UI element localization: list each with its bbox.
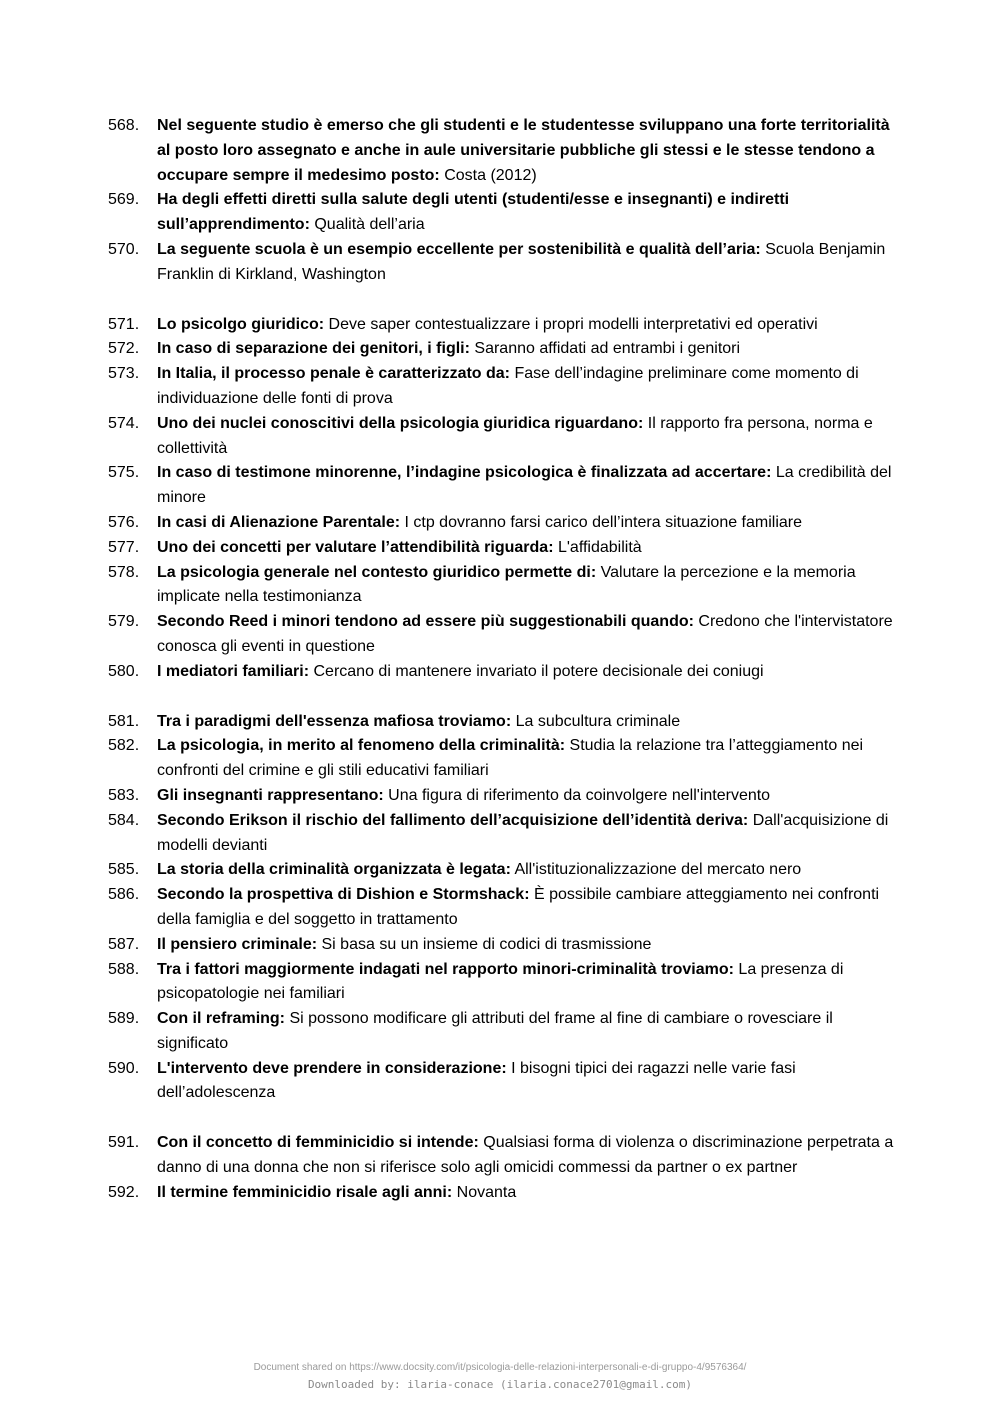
question-text: L'intervento deve prendere in considerazione: — [157, 1059, 507, 1077]
item-text — [157, 610, 898, 660]
question-text: La storia della criminalità organizzata è legata: — [157, 861, 511, 879]
item-number: 577. — [108, 538, 140, 556]
answer-text: Dall'acquisizione di modelli devianti — [157, 811, 889, 854]
answer-text: Credono che l'intervistatore conosca gli eventi in questione — [157, 613, 893, 655]
item-number: 584. — [108, 811, 140, 829]
answer-text: Scuola Benjamin Franklin di Kirkland, Washington — [157, 240, 886, 283]
item-number: 588. — [108, 960, 140, 978]
answer-text: Valutare la percezione e la memoria implicate nella testimonianza — [157, 563, 856, 606]
item-number: 571. — [108, 315, 140, 333]
question-text: Con il reframing: — [157, 1010, 286, 1028]
qa-item — [108, 188, 898, 238]
item-number: 589. — [108, 1010, 140, 1028]
item-text — [157, 809, 898, 859]
answer-text: Studia la relazione tra l’atteggiamento nei confronti del crimine e gli stili educativi familiari — [157, 737, 864, 780]
answer-text: È possibile cambiare atteggiamento nei confronti della famiglia e del soggetto in trattamento — [157, 886, 880, 928]
item-number: 586. — [108, 886, 140, 904]
item-number: 592. — [108, 1183, 140, 1201]
item-number: 590. — [108, 1059, 140, 1077]
question-text: La psicologia generale nel contesto giuridico permette di: — [157, 563, 597, 581]
answer-text: Qualità dell’aria — [309, 216, 425, 234]
item-text — [157, 362, 898, 412]
qa-item — [108, 610, 898, 660]
question-text: In casi di Alienazione Parentale: — [157, 513, 401, 531]
qa-item — [108, 238, 898, 288]
item-text — [157, 933, 898, 958]
item-text — [157, 238, 898, 288]
item-number: 572. — [108, 340, 140, 358]
item-number: 575. — [108, 464, 140, 482]
item-text — [157, 561, 898, 611]
qa-item — [108, 1057, 898, 1107]
qa-item — [108, 809, 898, 859]
question-text: Ha degli effetti diretti sulla salute degli utenti (studenti/esse e insegnanti) e indiretti sull’apprendimento: — [157, 191, 790, 234]
item-number: 581. — [108, 712, 140, 730]
item-number: 568. — [108, 117, 140, 134]
item-number: 585. — [108, 861, 140, 879]
question-text: Tra i fattori maggiormente indagati nel rapporto minori-criminalità troviamo: — [157, 960, 734, 978]
item-text — [157, 461, 898, 511]
qa-section — [108, 313, 898, 685]
qa-item — [108, 1181, 898, 1206]
item-text — [157, 883, 898, 933]
answer-text: Saranno affidati ad entrambi i genitori — [469, 340, 741, 358]
qa-item — [108, 412, 898, 462]
answer-text: Fase dell’indagine preliminare come momento di individuazione delle fonti di prova — [157, 365, 859, 407]
item-number: 591. — [108, 1134, 140, 1152]
item-text — [157, 660, 898, 685]
item-text — [157, 114, 898, 188]
qa-item — [108, 1131, 898, 1181]
answer-text: I bisogni tipici dei ragazzi nelle varie fasi dell’adolescenza — [157, 1059, 796, 1102]
qa-item — [108, 1007, 898, 1057]
answer-text: Deve saper contestualizzare i propri modelli interpretativi ed operativi — [324, 315, 818, 333]
answer-text: Si possono modificare gli attributi del frame al fine di cambiare o rovesciare il significato — [157, 1010, 833, 1052]
question-text: Il pensiero criminale: — [157, 935, 318, 953]
qa-section — [108, 114, 898, 288]
answer-text: La presenza di psicopatologie nei familiari — [157, 960, 844, 1003]
item-number: 570. — [108, 240, 140, 258]
item-number: 573. — [108, 365, 140, 383]
question-text: Secondo Erikson il rischio del fallimento dell’acquisizione dell’identità deriva: — [157, 811, 749, 829]
qa-item — [108, 883, 898, 933]
footer-downloaded-by: Downloaded by: ilaria-conace (ilaria.conace2701@gmail.com) — [307, 1378, 693, 1391]
question-text: Il termine femminicidio risale agli anni: — [157, 1183, 453, 1201]
item-text — [157, 1057, 898, 1107]
item-text — [157, 536, 898, 561]
item-text — [157, 858, 898, 883]
question-text: Uno dei concetti per valutare l’attendibilità riguarda: — [157, 538, 554, 556]
question-text: Uno dei nuclei conoscitivi della psicologia giuridica riguardano: — [157, 414, 644, 432]
qa-item — [108, 114, 898, 188]
qa-item — [108, 958, 898, 1008]
answer-text: All'istituzionalizzazione del mercato nero — [510, 861, 802, 879]
answer-text: Costa (2012) — [439, 166, 537, 184]
item-text — [157, 958, 898, 1008]
qa-item — [108, 858, 898, 883]
qa-item — [108, 561, 898, 611]
item-number: 569. — [108, 191, 140, 209]
item-number: 576. — [108, 513, 140, 531]
question-text: Secondo la prospettiva di Dishion e Stormshack: — [157, 886, 530, 904]
item-text — [157, 337, 898, 362]
item-number: 578. — [108, 563, 140, 581]
qa-section — [108, 710, 898, 1107]
qa-section — [108, 1131, 898, 1205]
question-text: Secondo Reed i minori tendono ad essere più suggestionabili quando: — [157, 613, 694, 631]
item-text — [157, 710, 898, 735]
answer-text: La subcultura criminale — [511, 712, 681, 730]
question-text: Tra i paradigmi dell'essenza mafiosa troviamo: — [157, 712, 512, 730]
item-number: 574. — [108, 414, 140, 432]
item-text — [157, 734, 898, 784]
answer-text: I ctp dovranno farsi carico dell’intera situazione familiare — [400, 513, 803, 531]
footer-shared-link[interactable]: Document shared on https://www.docsity.com/it/psicologia-delle-relazioni-interpersonali-e-di-gruppo-4/9576364/ — [253, 1362, 747, 1373]
question-text: La seguente scuola è un esempio eccellente per sostenibilità e qualità dell’aria: — [157, 240, 761, 258]
answer-text: Il rapporto fra persona, norma e collettività — [157, 414, 873, 457]
item-text — [157, 511, 898, 536]
item-number: 587. — [108, 935, 140, 953]
item-number: 582. — [108, 737, 140, 755]
item-number: 579. — [108, 613, 140, 631]
item-text — [157, 1131, 898, 1181]
answer-text: Novanta — [452, 1183, 517, 1201]
item-text — [157, 313, 898, 338]
answer-text: Qualsiasi forma di violenza o discriminazione perpetrata a danno di una donna che non si riferisce solo agli omicidi commessi da partner o ex partner — [157, 1134, 894, 1177]
qa-item — [108, 511, 898, 536]
qa-item — [108, 313, 898, 338]
answer-text: Cercano di mantenere invariato il potere decisionale dei coniugi — [309, 662, 764, 680]
question-text: Lo psicolgo giuridico: — [157, 315, 325, 333]
item-text — [157, 1007, 898, 1057]
question-text: La psicologia, in merito al fenomeno della criminalità: — [157, 737, 566, 755]
qa-item — [108, 710, 898, 735]
qa-item — [108, 337, 898, 362]
qa-item — [108, 933, 898, 958]
answer-text: L'affidabilità — [553, 538, 642, 556]
question-text: Con il concetto di femminicidio si intende: — [157, 1134, 479, 1152]
question-text: In caso di testimone minorenne, l’indagine psicologica è finalizzata ad accertare: — [157, 464, 772, 482]
item-text — [157, 412, 898, 462]
question-text: I mediatori familiari: — [157, 662, 310, 680]
question-text: Gli insegnanti rappresentano: — [157, 786, 384, 804]
answer-text: La credibilità del minore — [157, 464, 892, 507]
qa-item — [108, 461, 898, 511]
answer-text: Si basa su un insieme di codici di trasmissione — [317, 935, 652, 953]
qa-item — [108, 734, 898, 784]
item-text — [157, 188, 898, 238]
question-text: In Italia, il processo penale è caratterizzato da: — [157, 365, 511, 383]
qa-item — [108, 536, 898, 561]
item-number: 580. — [108, 662, 140, 680]
item-text — [157, 1181, 898, 1206]
document-body — [108, 114, 898, 1231]
question-text: In caso di separazione dei genitori, i figli: — [157, 340, 470, 358]
question-text: Nel seguente studio è emerso che gli studenti e le studentesse sviluppano una forte territorialità al posto loro assegnato e anche in aule universitarie pubbliche gli stessi e le stesse tendono a occupare sempre il medesimo posto: — [157, 117, 890, 184]
answer-text: Una figura di riferimento da coinvolgere nell'intervento — [383, 786, 771, 804]
qa-item — [108, 362, 898, 412]
qa-item — [108, 784, 898, 809]
item-text — [157, 784, 898, 809]
qa-item — [108, 660, 898, 685]
item-number: 583. — [108, 786, 140, 804]
